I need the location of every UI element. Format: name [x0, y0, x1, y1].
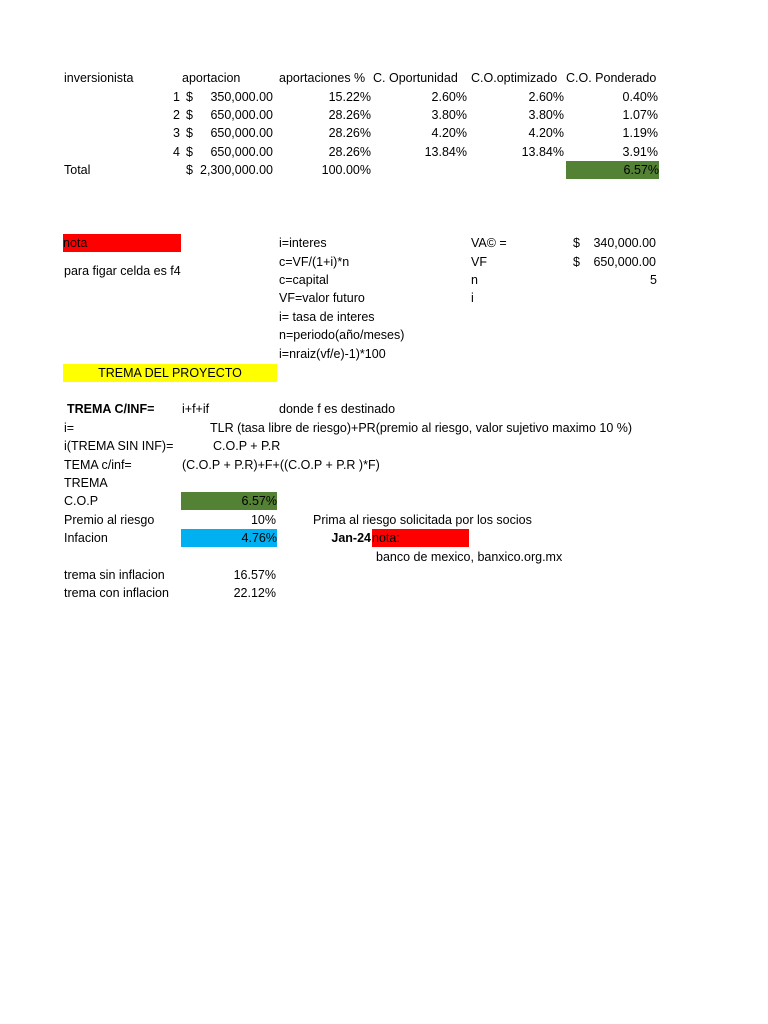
- i-label: i: [471, 291, 474, 305]
- nota-cell[interactable]: [63, 234, 181, 252]
- header-inversionista: inversionista: [64, 71, 134, 85]
- trema-con-value: 22.12%: [233, 586, 276, 600]
- total-copond-value: 6.57%: [623, 163, 659, 177]
- n-value: 5: [650, 273, 657, 287]
- total-amount: 2,300,000.00: [200, 163, 273, 177]
- vf-value: 650,000.00: [593, 255, 656, 269]
- currency-sign: $: [186, 108, 193, 122]
- inflacion-nota-cell[interactable]: [372, 529, 469, 547]
- header-co-ponderado: C.O. Ponderado: [566, 71, 657, 85]
- nota-label: nota: [63, 236, 88, 250]
- sininf-label: i(TREMA SIN INF)=: [64, 439, 174, 453]
- inflacion-value: 4.76%: [241, 531, 277, 545]
- row-number: 2: [173, 108, 180, 122]
- cop-value: 6.57%: [241, 494, 277, 508]
- i-eq-formula: TLR (tasa libre de riesgo)+PR(premio al riesgo, valor sujetivo maximo 10 %): [210, 421, 633, 435]
- coopt-cell: 13.84%: [521, 145, 564, 159]
- trema-title: [63, 364, 277, 382]
- inflacion-cell[interactable]: [181, 529, 277, 547]
- premio-label: Premio al riesgo: [64, 513, 155, 527]
- trema-cinf-label: TREMA C/INF=: [67, 402, 155, 416]
- formula-line: i=nraiz(vf/e)-1)*100: [279, 347, 386, 361]
- trema-title-text: TREMA DEL PROYECTO: [98, 366, 242, 380]
- amount-cell: 650,000.00: [210, 126, 273, 140]
- currency-sign: $: [186, 145, 193, 159]
- trema-sin-value: 16.57%: [233, 568, 276, 582]
- cop-label: C.O.P: [64, 494, 99, 508]
- pct-cell: 28.26%: [328, 126, 371, 140]
- formula-line: VF=valor futuro: [279, 291, 365, 305]
- inflacion-label: Infacion: [64, 531, 108, 545]
- trema-cinf-note: donde f es destinado: [279, 402, 396, 416]
- header-aportacion: aportacion: [182, 71, 241, 85]
- inflacion-date: Jan-24: [331, 531, 371, 545]
- pct-cell: 28.26%: [328, 145, 371, 159]
- row-number: 3: [173, 126, 180, 140]
- trema-label: TREMA: [64, 476, 108, 490]
- formula-line: i=interes: [279, 236, 327, 250]
- va-label: VA© =: [471, 236, 507, 250]
- trema-sin-label: trema sin inflacion: [64, 568, 165, 582]
- inflacion-source: banco de mexico, banxico.org.mx: [376, 550, 563, 564]
- total-co-ponderado[interactable]: [566, 161, 659, 179]
- amount-cell: 650,000.00: [210, 145, 273, 159]
- co-cell: 4.20%: [431, 126, 467, 140]
- inflacion-nota-label: nota:: [372, 531, 400, 545]
- co-cell: 3.80%: [431, 108, 467, 122]
- header-c-oportunidad: C. Oportunidad: [373, 71, 458, 85]
- currency-sign: $: [573, 255, 580, 269]
- n-label: n: [471, 273, 478, 287]
- sininf-formula: C.O.P + P.R: [213, 439, 281, 453]
- cop-cell[interactable]: [181, 492, 277, 510]
- vf-label: VF: [471, 255, 487, 269]
- co-cell: 2.60%: [431, 90, 467, 104]
- formula-line: n=periodo(año/meses): [279, 328, 405, 342]
- trema-cinf-formula: i+f+if: [182, 402, 210, 416]
- formula-line: i= tasa de interes: [279, 310, 375, 324]
- total-pct: 100.00%: [321, 163, 371, 177]
- amount-cell: 350,000.00: [210, 90, 273, 104]
- pct-cell: 15.22%: [328, 90, 371, 104]
- copond-cell: 1.07%: [622, 108, 658, 122]
- trema-con-label: trema con inflacion: [64, 586, 169, 600]
- i-eq-label: i=: [64, 421, 75, 435]
- tema-formula: (C.O.P + P.R)+F+((C.O.P + P.R )*F): [182, 458, 380, 472]
- tema-label: TEMA c/inf=: [64, 458, 132, 472]
- va-value: 340,000.00: [593, 236, 656, 250]
- formula-line: c=capital: [279, 273, 329, 287]
- copond-cell: 0.40%: [622, 90, 658, 104]
- co-cell: 13.84%: [424, 145, 467, 159]
- amount-cell: 650,000.00: [210, 108, 273, 122]
- row-number: 1: [173, 90, 180, 104]
- row-number: 4: [173, 145, 180, 159]
- header-co-optimizado: C.O.optimizado: [471, 71, 558, 85]
- formula-line: c=VF/(1+i)*n: [279, 255, 350, 269]
- copond-cell: 3.91%: [622, 145, 658, 159]
- total-label: Total: [64, 163, 91, 177]
- copond-cell: 1.19%: [622, 126, 658, 140]
- currency-sign: $: [186, 163, 193, 177]
- currency-sign: $: [573, 236, 580, 250]
- coopt-cell: 2.60%: [528, 90, 564, 104]
- premio-value: 10%: [250, 513, 276, 527]
- fijar-note: para figar celda es f4: [64, 264, 181, 278]
- pct-cell: 28.26%: [328, 108, 371, 122]
- coopt-cell: 4.20%: [528, 126, 564, 140]
- premio-note: Prima al riesgo solicitada por los socios: [313, 513, 532, 527]
- currency-sign: $: [186, 90, 193, 104]
- coopt-cell: 3.80%: [528, 108, 564, 122]
- currency-sign: $: [186, 126, 193, 140]
- header-aportaciones-pct: aportaciones %: [279, 71, 366, 85]
